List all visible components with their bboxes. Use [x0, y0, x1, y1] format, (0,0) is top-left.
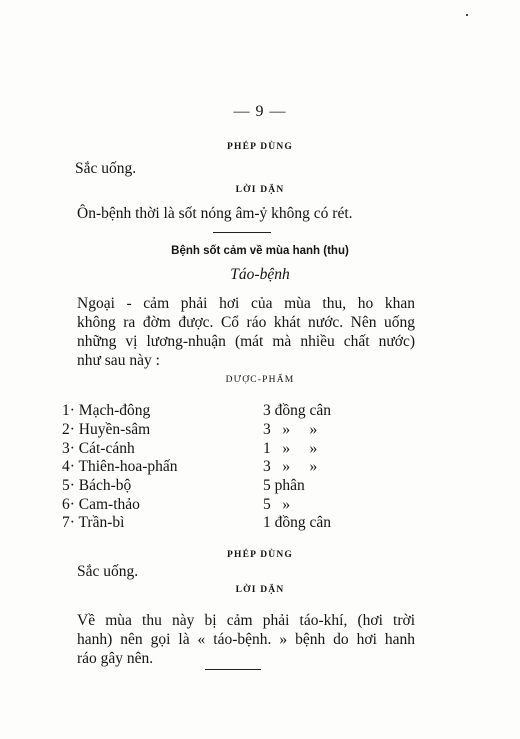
page-number: — 9 —: [233, 103, 287, 120]
note-line: ráo gây nên.: [77, 650, 154, 667]
section-subtitle: Táo-bệnh: [230, 266, 290, 283]
note-text: Ôn-bệnh thời là sốt nóng âm-ỷ không có rét.: [77, 205, 353, 222]
ingredients-heading: DƯỢC-PHẨM: [225, 375, 295, 385]
note-line: Về mùa thu này bị cảm phải táo-khí, (hơi trời: [77, 612, 415, 629]
note-heading-2: LỜI DẶN: [235, 585, 285, 595]
ingredient-quantity: 1 » »: [263, 440, 318, 457]
note-paragraph: [77, 611, 415, 668]
end-rule: [205, 669, 261, 670]
ingredient-name: 2· Huyền-sâm: [62, 421, 151, 438]
ingredient-name: 3· Cát-cánh: [62, 440, 135, 457]
usage-heading: PHÉP DÙNG: [227, 142, 293, 152]
usage-text: Sắc uống.: [75, 160, 137, 177]
intro-line: Ngoại - cảm phải hơi của mùa thu, ho khan: [77, 295, 415, 312]
intro-line: như sau này :: [77, 352, 160, 369]
note-heading: LỜI DẶN: [235, 185, 285, 195]
ingredient-quantity: 5 »: [263, 496, 291, 513]
intro-paragraph: [77, 294, 415, 370]
ingredient-name: 7· Trần-bì: [62, 514, 125, 531]
ingredient-name: 1· Mạch-đông: [62, 402, 151, 419]
ingredient-quantity: 5 phân: [263, 477, 305, 494]
ingredient-name: 6· Cam-thảo: [62, 496, 140, 513]
divider-rule: [213, 232, 271, 233]
section-title: Bệnh sốt cảm về mùa hanh (thu): [171, 245, 349, 257]
page-speck: [466, 14, 468, 16]
ingredient-quantity: 1 đồng cân: [263, 514, 332, 531]
note-line: hanh) nên gọi là « táo-bệnh. » bệnh do hơi hanh: [77, 631, 415, 648]
ingredient-quantity: 3 » »: [263, 458, 318, 475]
ingredient-name: 4· Thiên-hoa-phấn: [62, 458, 178, 475]
usage-heading-2: PHÉP DÙNG: [227, 550, 293, 560]
usage-text-2: Sắc uống.: [77, 563, 139, 580]
intro-line: những vị lương-nhuận (mát mà nhiều chất nước): [77, 333, 415, 350]
ingredient-quantity: 3 đồng cân: [263, 402, 332, 419]
ingredient-name: 5· Bách-bộ: [62, 477, 132, 494]
intro-line: không ra đờm được. Cổ ráo khát nước. Nên uống: [77, 314, 415, 331]
ingredient-quantity: 3 » »: [263, 421, 318, 438]
